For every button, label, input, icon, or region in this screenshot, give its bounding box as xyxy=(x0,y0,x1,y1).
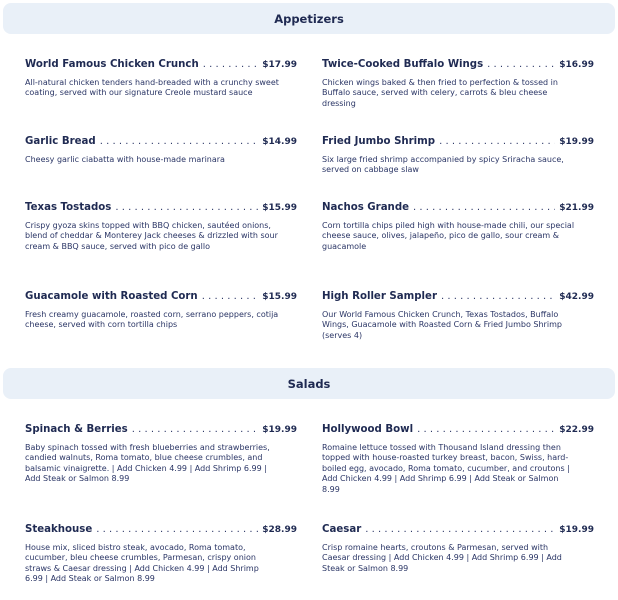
dot-leader xyxy=(413,203,555,213)
item-price: $15.99 xyxy=(262,203,297,213)
dot-leader xyxy=(132,425,259,435)
item-description: All-natural chicken tenders hand-breaded with a crunchy sweet coating, served with our signature Creole mustard sauce xyxy=(25,78,279,98)
menu-item xyxy=(322,202,594,252)
item-description: Baby spinach tossed with fresh blueberries and strawberries, candied walnuts, Roma tomato, blue cheese crumbles, and balsamic vinaigrette. | Add Chicken 4.99 | Add Shrimp 6.99 | Add Steak or Salmon 8.99 xyxy=(25,443,270,484)
item-description: Cheesy garlic ciabatta with house-made marinara xyxy=(25,155,225,164)
menu-item xyxy=(25,136,297,165)
item-price: $22.99 xyxy=(559,425,594,435)
dot-leader xyxy=(365,525,555,535)
item-name: Steakhouse xyxy=(25,524,93,535)
item-price: $21.99 xyxy=(559,203,594,213)
item-description: Chicken wings baked & then fried to perfection & tossed in Buffalo sauce, served with celery, carrots & bleu cheese dressing xyxy=(322,78,558,108)
dot-leader xyxy=(96,525,258,535)
menu-item xyxy=(25,291,297,331)
item-description: Romaine lettuce tossed with Thousand Island dressing then topped with house-roasted turkey breast, bacon, Swiss, hard-boiled egg, avocado, Roma tomato, cucumber, and croutons | Add Chicken 4.99 | Add Shrimp 6.99 | Add Steak or Salmon 8.99 xyxy=(322,443,570,494)
item-description: Our World Famous Chicken Crunch, Texas Tostados, Buffalo Wings, Guacamole with Roasted Corn & Fried Jumbo Shrimp (serves 4) xyxy=(322,310,562,340)
item-description: Six large fried shrimp accompanied by spicy Sriracha sauce, served on cabbage slaw xyxy=(322,155,564,175)
item-description: Crispy gyoza skins topped with BBQ chicken, sautéed onions, blend of cheddar & Monterey Jack cheeses & drizzled with sour cream & BBQ sauce, served with pico de gallo xyxy=(25,221,278,251)
item-price: $17.99 xyxy=(262,60,297,70)
menu-item xyxy=(322,291,594,341)
menu-item xyxy=(25,424,297,485)
item-name: Garlic Bread xyxy=(25,136,96,147)
dot-leader xyxy=(100,137,259,147)
item-price: $14.99 xyxy=(262,137,297,147)
dot-leader xyxy=(115,203,258,213)
dot-leader xyxy=(417,425,555,435)
section-header-salads xyxy=(3,368,615,399)
item-description: Fresh creamy guacamole, roasted corn, serrano peppers, cotija cheese, served with corn tortilla chips xyxy=(25,310,279,330)
dot-leader xyxy=(487,60,555,70)
menu-item xyxy=(322,136,594,176)
item-name: Caesar xyxy=(322,524,362,535)
item-name: Guacamole with Roasted Corn xyxy=(25,291,198,302)
item-name: World Famous Chicken Crunch xyxy=(25,59,199,70)
item-price: $19.99 xyxy=(262,425,297,435)
menu-item xyxy=(25,202,297,252)
item-name: Texas Tostados xyxy=(25,202,112,213)
item-price: $19.99 xyxy=(559,525,594,535)
item-name: Fried Jumbo Shrimp xyxy=(322,136,436,147)
item-name: Twice-Cooked Buffalo Wings xyxy=(322,59,484,70)
menu-item xyxy=(25,59,297,99)
section-title: Appetizers xyxy=(274,11,344,26)
dot-leader xyxy=(441,292,555,302)
item-name: Nachos Grande xyxy=(322,202,410,213)
item-price: $42.99 xyxy=(559,292,594,302)
menu-item xyxy=(322,524,594,574)
section-header-appetizers xyxy=(3,3,615,34)
item-description: Corn tortilla chips piled high with house-made chili, our special cheese sauce, olives, jalapeño, pico de gallo, sour cream & guacamole xyxy=(322,221,575,251)
item-name: High Roller Sampler xyxy=(322,291,437,302)
item-description: House mix, sliced bistro steak, avocado, Roma tomato, cucumber, bleu cheese crumbles, Parmesan, crispy onion straws & Caesar dressing | Add Chicken 4.99 | Add Shrimp 6.99 | Add Steak or Salmon 8.99 xyxy=(25,543,259,584)
menu-item xyxy=(322,424,594,495)
menu-item xyxy=(322,59,594,109)
dot-leader xyxy=(439,137,555,147)
item-name: Hollywood Bowl xyxy=(322,424,414,435)
item-price: $16.99 xyxy=(559,60,594,70)
item-price: $28.99 xyxy=(262,525,297,535)
item-price: $19.99 xyxy=(559,137,594,147)
dot-leader xyxy=(203,60,259,70)
section-title: Salads xyxy=(287,376,331,391)
item-price: $15.99 xyxy=(262,292,297,302)
item-description: Crisp romaine hearts, croutons & Parmesan, served with Caesar dressing | Add Chicken 4.99 | Add Shrimp 6.99 | Add Steak or Salmon 8.99 xyxy=(322,543,562,573)
dot-leader xyxy=(202,292,259,302)
menu-item xyxy=(25,524,297,585)
item-name: Spinach & Berries xyxy=(25,424,128,435)
